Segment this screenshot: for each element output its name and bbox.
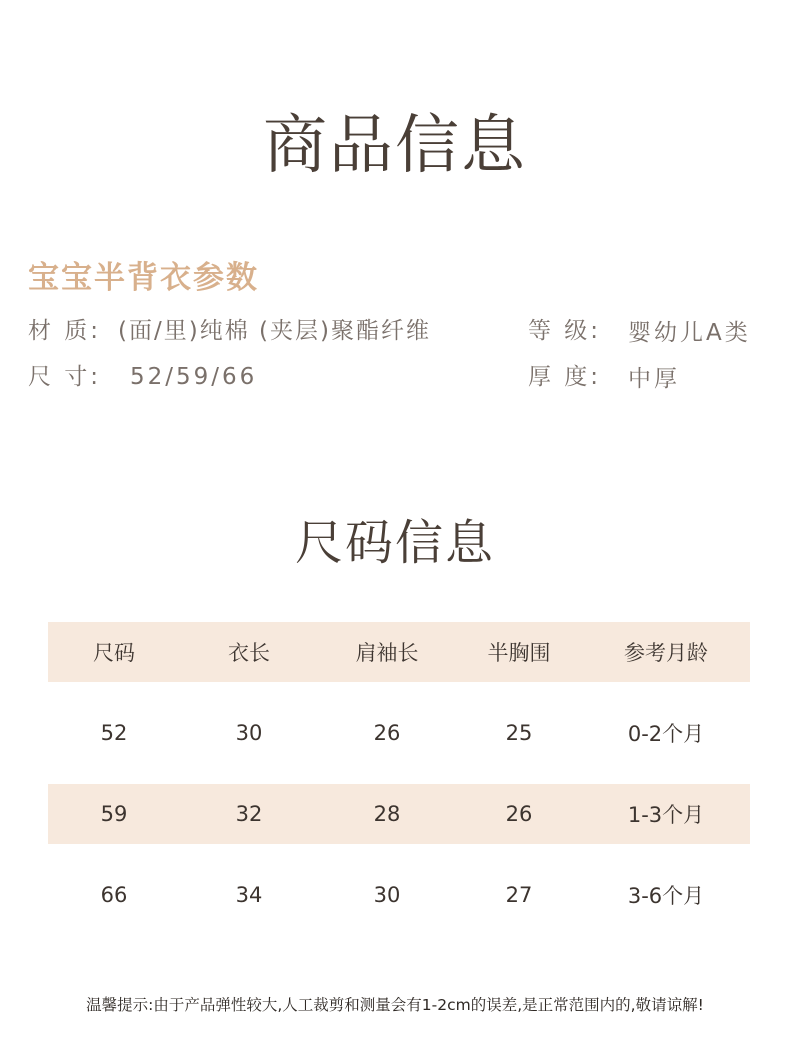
cell-size: 52 bbox=[100, 721, 128, 745]
cell-shoulder-sleeve: 28 bbox=[373, 802, 401, 826]
table-row bbox=[48, 784, 750, 844]
cell-half-chest: 27 bbox=[505, 883, 533, 907]
cell-size: 66 bbox=[100, 883, 128, 907]
cell-age: 3-6个月 bbox=[627, 884, 705, 908]
cell-size: 59 bbox=[100, 802, 128, 826]
size-info-title: 尺码信息 bbox=[294, 515, 495, 571]
cell-age: 0-2个月 bbox=[627, 722, 705, 746]
product-subtitle: 宝宝半背衣参数 bbox=[28, 260, 259, 296]
size-table bbox=[48, 622, 750, 925]
thickness-label: 厚 度: bbox=[528, 364, 602, 390]
cell-half-chest: 26 bbox=[505, 802, 533, 826]
header-age: 参考月龄 bbox=[624, 641, 708, 665]
cell-half-chest: 25 bbox=[505, 721, 533, 745]
cell-length: 30 bbox=[235, 721, 263, 745]
size-label: 尺 寸: bbox=[28, 364, 102, 390]
header-size: 尺码 bbox=[93, 641, 135, 665]
header-shoulder-sleeve: 肩袖长 bbox=[355, 641, 419, 665]
grade-value: 婴幼儿A类 bbox=[628, 320, 751, 346]
header-length: 衣长 bbox=[228, 641, 270, 665]
cell-shoulder-sleeve: 30 bbox=[373, 883, 401, 907]
size-value: 52/59/66 bbox=[130, 364, 258, 390]
footnote: 温馨提示:由于产品弹性较大,人工裁剪和测量会有1-2cm的误差,是正常范围内的,敬请谅解! bbox=[86, 996, 704, 1014]
header-half-chest: 半胸围 bbox=[487, 641, 551, 665]
cell-age: 1-3个月 bbox=[627, 803, 705, 827]
product-info-title: 商品信息 bbox=[263, 109, 527, 183]
table-row bbox=[48, 865, 750, 925]
table-row bbox=[48, 703, 750, 763]
material-label: 材 质: bbox=[28, 318, 102, 344]
grade-label: 等 级: bbox=[528, 318, 602, 344]
table-header-row bbox=[48, 622, 750, 682]
cell-shoulder-sleeve: 26 bbox=[373, 721, 401, 745]
thickness-value: 中厚 bbox=[628, 366, 680, 392]
cell-length: 34 bbox=[235, 883, 263, 907]
cell-length: 32 bbox=[235, 802, 263, 826]
material-value: (面/里)纯棉 (夹层)聚酯纤维 bbox=[118, 318, 431, 344]
